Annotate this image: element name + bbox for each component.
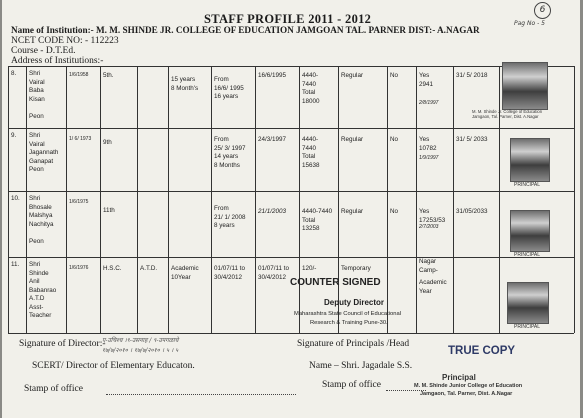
- handwritten-signature: १७/७/२०१० । १७/७/२०१० । ५ । ५: [102, 347, 179, 354]
- nature: Temporary: [341, 265, 371, 272]
- principal-stamp-sub: Jamgaon, Tal. Parner, Dist. A.Nagar: [420, 391, 513, 397]
- staff-name: Shri Bhosale Malshya Nachitya Peon: [29, 195, 54, 245]
- staff-photo: [507, 282, 549, 324]
- appointment: 01/07/11 to 30/4/2012: [214, 265, 246, 281]
- scert-director-label: SCERT/ Director of Elementary Educaton.: [32, 361, 195, 371]
- photo-stamp-label: PRINCIPAL: [514, 324, 541, 330]
- retirement-date: 31/ 5/ 2018: [456, 72, 488, 79]
- sr-no: 11.: [11, 261, 20, 268]
- page-title: STAFF PROFILE 2011 - 2012: [204, 12, 372, 26]
- photo-stamp-label: PRINCIPAL: [514, 252, 541, 258]
- address-label: Address of Institutions:-: [11, 56, 104, 66]
- joining-date: 16/6/1995: [258, 72, 287, 79]
- status: No: [390, 208, 399, 215]
- signature-line: [386, 390, 426, 392]
- joining-date: 21/1/2003: [258, 208, 287, 215]
- office-stamp-label: Stamp of office: [24, 384, 83, 394]
- approval-handwritten: 2/7/2003: [419, 224, 439, 230]
- photo-stamp-label: PRINCIPAL: [514, 182, 541, 188]
- ncet-code: NCET CODE NO: - 112223: [11, 36, 119, 46]
- status: No: [390, 136, 399, 143]
- approval-handwritten: 1/9/1997: [419, 155, 439, 161]
- scanned-page: [2, 0, 580, 418]
- joining-date: 24/3/1997: [258, 136, 287, 143]
- nature: Regular: [341, 208, 364, 215]
- handwritten-signature: ए-उचिश्च ।९-उसनाह / ९-उपगळाचे: [102, 337, 179, 344]
- staff-name: Shri Vairal Jagannath Ganapat Peon: [29, 132, 59, 173]
- approval: Nagar Camp-: [419, 258, 438, 274]
- principal-name: Name – Shri. Jagadale S.S.: [309, 361, 413, 371]
- staff-photo: [510, 138, 550, 182]
- photo-stamp-caption: M. M. Shinde Jr. College of Education Jamgaon, Tal. Parner, Dist. A.Nagar: [472, 109, 543, 120]
- pay-scale: 120/-: [302, 265, 317, 272]
- staff-photo: [502, 62, 548, 110]
- page-number-note: Pag No - 5: [514, 20, 545, 27]
- deputy-director-title: Deputy Director: [324, 298, 385, 307]
- circled-number: [534, 2, 551, 19]
- sr-no: 8.: [11, 70, 17, 77]
- appointment: From 25/ 3/ 1997 14 years 8 Months: [214, 136, 246, 169]
- staff-name: Shri Shinde Anil Babanrao A.T.D Asst- Teacher: [29, 261, 57, 319]
- office-stamp-label: Stamp of office: [322, 380, 381, 390]
- qualification: 9th: [103, 139, 112, 146]
- retirement-date: 31/05/2033: [456, 208, 488, 215]
- signature-line: [106, 394, 296, 396]
- institution-name: Name of Institution:- M. M. SHINDE JR. COLLEGE OF EDUCATION JAMGOAN TAL. PARNER DIST:- A.NAGAR: [11, 25, 480, 35]
- deputy-director-sub: Maharashtra State Council of Educational: [294, 311, 401, 317]
- course: Course - D.T.Ed.: [11, 46, 76, 56]
- birth-date: 1/6/1975: [69, 199, 89, 205]
- approval: Yes 17253/53: [419, 208, 446, 224]
- principal-stamp-sub: M. M. Shinde Junior College of Education: [414, 383, 523, 389]
- sr-no: 9.: [11, 132, 17, 139]
- birth-date: 1/6/1958: [69, 72, 89, 78]
- approval: Yes 2941: [419, 72, 434, 88]
- principal-signature-label: Signature of Principals /Head: [297, 339, 410, 349]
- experience: Academic 10Year: [171, 265, 199, 281]
- joining-date: 01/07/11 to 30/4/2012: [258, 265, 290, 281]
- qualification: 11th: [103, 207, 115, 214]
- appointment: From 16/6/ 1995 16 years: [214, 76, 244, 100]
- retirement-date: 31/ 5/ 2033: [456, 136, 488, 143]
- countersigned-label: COUNTER SIGNED: [290, 277, 381, 288]
- sr-no: 10.: [11, 195, 20, 202]
- professional-qualification: A.T.D.: [140, 265, 158, 272]
- circled-number-text: 6: [539, 5, 546, 15]
- pay-scale: 4440-7440 Total 13258: [302, 208, 333, 232]
- birth-date: 1/6/1976: [69, 265, 89, 271]
- experience: 15 years 8 Month's: [171, 76, 199, 92]
- true-copy-stamp: TRUE COPY: [448, 345, 516, 357]
- approval-note: Academic Year: [419, 279, 447, 295]
- director-signature-label: Signature of Director:-: [19, 339, 106, 349]
- staff-photo: [510, 210, 550, 252]
- principal-stamp-title: Principal: [442, 373, 476, 382]
- pay-scale: 4440- 7440 Total 15638: [302, 136, 320, 169]
- nature: Regular: [341, 72, 364, 79]
- staff-name: Shri Vairal Baba Kisan Peon: [29, 70, 45, 120]
- approval-handwritten: 2/8/1997: [419, 100, 439, 106]
- deputy-director-sub: Research & Training Pune-30.: [310, 320, 388, 326]
- nature: Regular: [341, 136, 364, 143]
- birth-date: 1/ 6/ 1973: [69, 136, 92, 142]
- approval: Yes 10782: [419, 136, 437, 152]
- pay-scale: 4440- 7440 Total 18000: [302, 72, 320, 105]
- qualification: H.S.C.: [103, 265, 122, 272]
- status: No: [390, 72, 399, 79]
- qualification: 5th.: [103, 72, 114, 79]
- appointment: From 21/ 1/ 2008 8 years: [214, 205, 246, 229]
